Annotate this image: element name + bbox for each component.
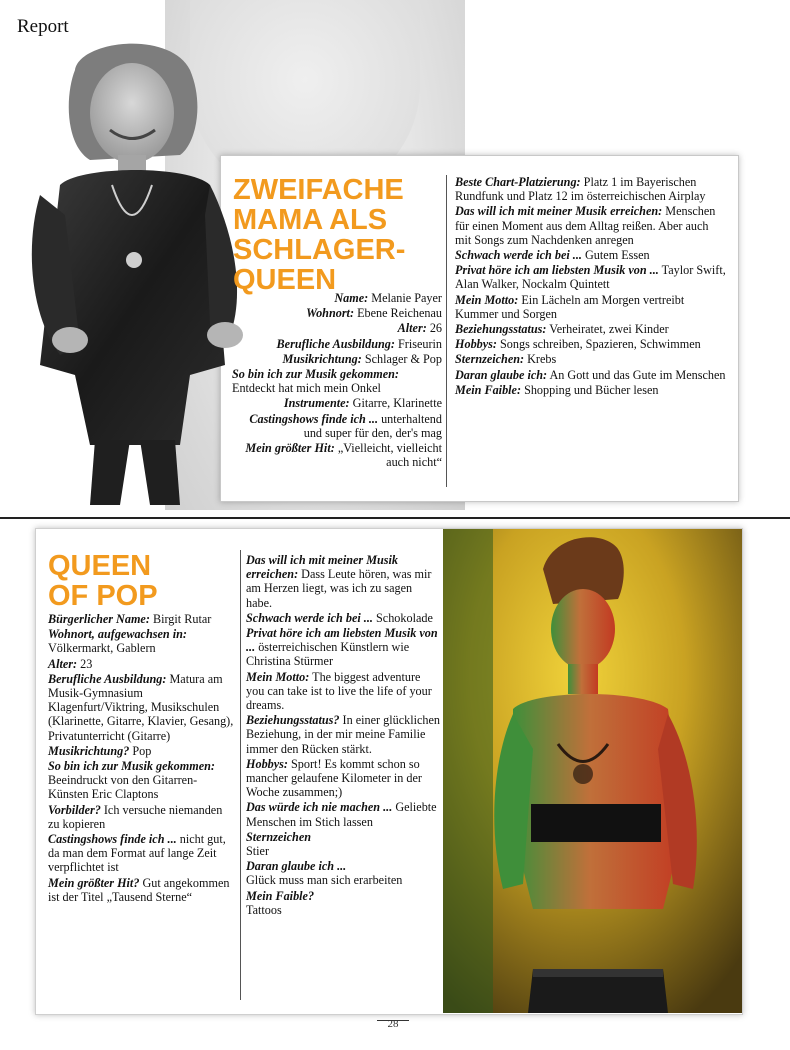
- profile-item: [246, 830, 440, 858]
- top-right-profile: [455, 175, 727, 398]
- profile-item: [48, 759, 234, 802]
- column-separator: [446, 175, 447, 487]
- profile-item: [232, 441, 442, 469]
- question: Das würde ich nie machen ...: [246, 800, 393, 815]
- answer: Entdeckt hat mich mein Onkel: [232, 381, 381, 396]
- bottom-profile-col2: [246, 553, 440, 918]
- answer: Schlager & Pop: [361, 351, 442, 366]
- profile-item: [232, 337, 442, 351]
- profile-item: [232, 352, 442, 366]
- answer: unterhaltend und super für den, der's mag: [303, 411, 442, 440]
- profile-item: [232, 321, 442, 335]
- profile-item: [48, 657, 234, 671]
- question: Sternzeichen:: [455, 352, 525, 367]
- question: Musikrichtung?: [48, 743, 130, 758]
- profile-item: [232, 367, 442, 395]
- question: Schwach werde ich bei ...: [246, 610, 373, 625]
- headline-line: OF POP: [48, 580, 158, 612]
- answer: Krebs: [524, 352, 557, 367]
- profile-item: [48, 744, 234, 758]
- question: Beziehungsstatus?: [246, 713, 340, 728]
- question: Beziehungsstatus:: [455, 322, 547, 337]
- answer: Birgit Rutar: [149, 612, 212, 626]
- profile-item: [455, 383, 727, 397]
- profile-item: [455, 337, 727, 351]
- headline-line: QUEEN: [233, 264, 337, 296]
- answer: nicht gut, da man dem Format auf lange Zeit verpflichtet ist: [48, 832, 226, 875]
- question: Alter:: [48, 656, 78, 671]
- answer: Ebene Reichenau: [354, 306, 442, 321]
- question: Castingshows finde ich ...: [48, 832, 177, 847]
- profile-item: [246, 800, 440, 828]
- profile-item: [232, 412, 442, 440]
- profile-item: [455, 248, 727, 262]
- profile-item: [455, 204, 727, 247]
- question: Bürgerlicher Name:: [48, 612, 150, 626]
- profile-item: [246, 713, 440, 756]
- question: Privat höre ich am liebsten Musik von ...: [246, 626, 438, 655]
- question: Wohnort:: [306, 306, 355, 321]
- question: Daran glaube ich ...: [246, 859, 347, 874]
- article-divider: [0, 517, 790, 519]
- answer: Gutem Essen: [581, 248, 650, 263]
- profile-item: [48, 627, 234, 655]
- question: Instrumente:: [283, 396, 350, 411]
- answer: Stier: [246, 844, 270, 859]
- profile-item: [455, 175, 727, 203]
- question: Wohnort, aufgewachsen in:: [48, 627, 187, 642]
- question: Musikrichtung:: [282, 351, 362, 366]
- answer: Melanie Payer: [368, 291, 442, 305]
- answer: Gut angekommen ist der Titel „Tausend Sterne“: [48, 875, 230, 904]
- question: Mein größter Hit:: [245, 441, 335, 456]
- answer: Friseurin: [394, 336, 442, 351]
- answer: Glück muss man sich erarbeiten: [246, 873, 403, 888]
- profile-item: [48, 832, 234, 875]
- headline-line: QUEEN: [48, 550, 152, 582]
- question: Castingshows finde ich ...: [249, 411, 379, 426]
- question: Name:: [334, 291, 369, 305]
- answer: Sport! Es kommt schon so mancher gelaufene Kilometer in der Woche zusammen;): [246, 756, 422, 800]
- answer: Geliebte Menschen im Stich lassen: [246, 800, 437, 829]
- profile-item: [48, 672, 234, 743]
- profile-item: [246, 670, 440, 713]
- answer: 26: [426, 321, 442, 336]
- question: Berufliche Ausbildung:: [48, 671, 167, 686]
- question: Mein Motto:: [455, 292, 519, 307]
- answer: Taylor Swift, Alan Walker, Nockalm Quintett: [455, 263, 726, 292]
- answer: Pop: [129, 743, 152, 758]
- profile-item: [455, 368, 727, 382]
- answer: Verheiratet, zwei Kinder: [546, 322, 669, 337]
- answer: Dass Leute hören, was mir am Herzen liegt, was ich zu sagen habe.: [246, 567, 432, 610]
- profile-item: [246, 553, 440, 610]
- question: Das will ich mit meiner Musik erreichen:: [246, 553, 399, 582]
- profile-item: [232, 306, 442, 320]
- answer: Beeindruckt von den Gitarren-Künsten Eric Claptons: [48, 773, 198, 802]
- profile-item: [246, 859, 440, 887]
- answer: Shopping und Bücher lesen: [521, 382, 659, 397]
- answer: Gitarre, Klarinette: [349, 396, 442, 411]
- answer: 23: [77, 656, 93, 671]
- answer: Ich versuche niemanden zu kopieren: [48, 802, 223, 831]
- question: Mein größter Hit?: [48, 875, 140, 890]
- profile-item: [246, 611, 440, 625]
- profile-item: [232, 291, 442, 305]
- profile-item: [232, 396, 442, 410]
- question: Beste Chart-Platzierung:: [455, 175, 581, 189]
- headline-line: ZWEIFACHE: [233, 174, 404, 206]
- question: Das will ich mit meiner Musik erreichen:: [455, 204, 663, 219]
- profile-item: [455, 263, 727, 291]
- answer: „Vielleicht, vielleicht auch nicht“: [334, 441, 442, 470]
- answer: österreichischen Künstlern wie Christina Stürmer: [246, 640, 410, 669]
- question: Alter:: [397, 321, 427, 336]
- answer: Völkermarkt, Gablern: [48, 641, 156, 656]
- section-label: Report: [17, 16, 69, 37]
- answer: Matura am Musik-Gymnasium Klagenfurt/Viktring, Musikschulen (Klarinette, Gitarre, Klavier, Gesang), Privatunterricht (Gitarre): [48, 671, 234, 743]
- profile-item: [48, 612, 234, 626]
- top-left-profile: [232, 291, 442, 470]
- profile-item: [246, 626, 440, 669]
- column-separator: [240, 550, 241, 1000]
- answer: An Gott und das Gute im Menschen: [547, 367, 726, 382]
- question: Sternzeichen: [246, 829, 312, 844]
- profile-item: [455, 322, 727, 336]
- top-headline: [233, 175, 443, 295]
- answer: The biggest adventure you can take ist to live the life of your dreams.: [246, 669, 432, 713]
- page-number: 28: [387, 1018, 399, 1030]
- question: Mein Motto:: [246, 669, 310, 684]
- answer: Menschen für einen Moment aus dem Alltag reißen. Aber auch mit Songs zum Nachdenken anregen: [455, 204, 716, 247]
- profile-item: [246, 757, 440, 800]
- profile-item: [455, 293, 727, 321]
- question: Privat höre ich am liebsten Musik von ...: [455, 263, 659, 278]
- question: Hobbys:: [455, 337, 497, 352]
- question: Mein Faible:: [455, 382, 522, 397]
- answer: Platz 1 im Bayerischen Rundfunk und Platz 12 im österreichischen Airplay: [455, 175, 706, 204]
- profile-item: [246, 889, 440, 917]
- profile-item: [455, 352, 727, 366]
- question: So bin ich zur Musik gekommen:: [48, 759, 215, 774]
- question: Hobbys:: [246, 756, 288, 771]
- bottom-headline: [48, 551, 238, 611]
- headline-line: SCHLAGER-: [233, 234, 406, 266]
- profile-item: [48, 876, 234, 904]
- question: Berufliche Ausbildung:: [276, 336, 395, 351]
- question: Daran glaube ich:: [455, 367, 548, 382]
- color-portrait-photo: [443, 529, 742, 1013]
- question: Schwach werde ich bei ...: [455, 248, 582, 263]
- question: Mein Faible?: [246, 888, 315, 903]
- answer: Tattoos: [246, 902, 282, 917]
- question: So bin ich zur Musik gekommen:: [232, 367, 399, 382]
- profile-item: [48, 803, 234, 831]
- answer: Schokolade: [372, 610, 433, 625]
- headline-line: MAMA ALS: [233, 204, 388, 236]
- bottom-profile-col1: [48, 612, 234, 905]
- question: Vorbilder?: [48, 802, 101, 817]
- answer: In einer glücklichen Beziehung, in der mir meine Familie immer den Rücken stärkt.: [246, 713, 440, 756]
- answer: Ein Lächeln am Morgen vertreibt Kummer und Sorgen: [455, 292, 685, 321]
- answer: Songs schreiben, Spazieren, Schwimmen: [496, 337, 701, 352]
